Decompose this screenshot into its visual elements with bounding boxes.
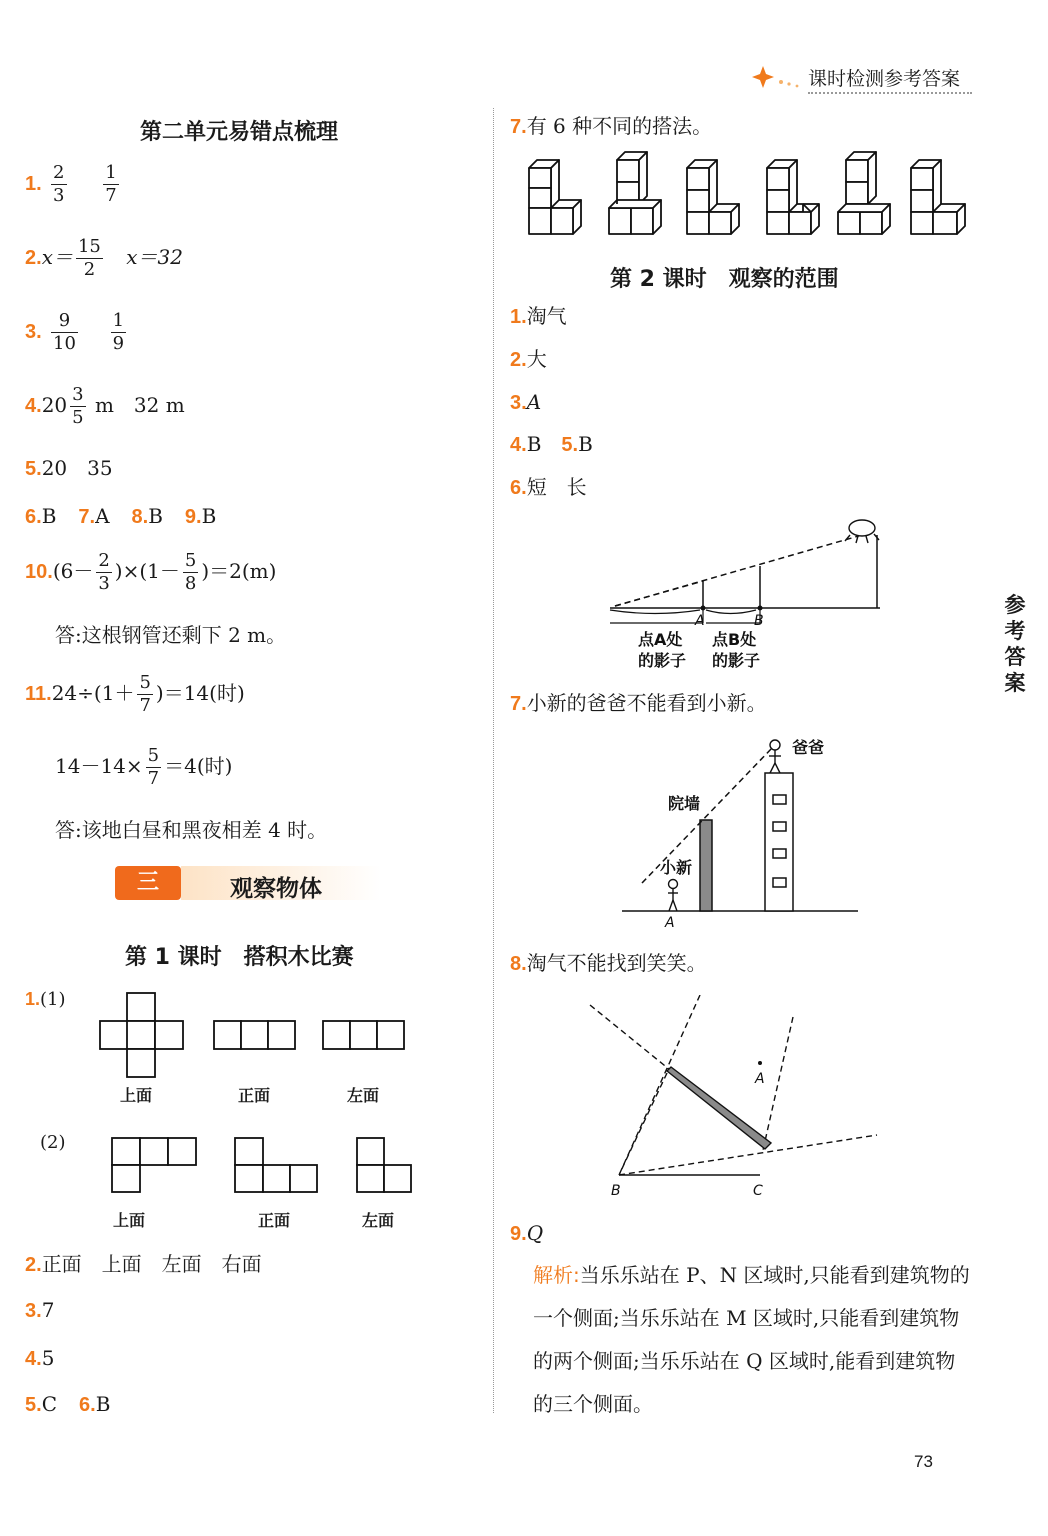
lesson1-title: 第 1 课时 搭积木比赛 [125,945,354,970]
l1-q2: 2.正面 上面 左面 右面 [25,1252,262,1276]
unit-badge: 三 [115,866,181,900]
l1-q3: 3.7 [25,1298,55,1322]
left-q4: 4.20 $\frac{3}{5}$ m 32 m [25,384,185,428]
right-q3: 3.A [510,390,542,414]
left-q1: 1. $\frac{2}{3}$ $\frac{1}{7}$ [25,162,117,206]
dad-label: 爸爸 [792,738,825,757]
left-q10-answer: 答:这根钢管还剩下 2 m。 [55,623,287,647]
shadow-A-label: 点A处 [638,630,683,649]
block-arrangements-figure [525,150,975,245]
point-A-label: A [665,915,675,930]
right-q7b: 7.小新的爸爸不能看到小新。 [510,691,767,715]
right-q7: 7.有 6 种不同的搭法。 [510,114,713,138]
person-icon [668,880,678,912]
view-label: 左面 [347,1086,380,1105]
right-q9: 9.Q [510,1221,544,1245]
fraction: $\frac{1}{7}$ [105,162,117,206]
point-B-label: B [611,1183,621,1199]
right-q6: 6.短 长 [510,475,587,499]
l1-views-figure [90,990,430,1230]
left-q2: 2.x＝ $\frac{15}{2}$ x＝32 [25,236,183,280]
right-q2: 2.大 [510,347,547,371]
shadow-figure [600,515,900,680]
point-A-label: A [755,1071,765,1087]
fraction: $\frac{5}{8}$ [184,550,197,594]
kid-label: 小新 [660,858,693,877]
fraction: $\frac{3}{5}$ [72,384,84,428]
wall-figure [620,735,865,930]
left-q10: 10.(6－ $\frac{2}{3}$ )×(1－ $\frac{5}{8}$ )＝2(m) [25,550,277,594]
analysis-text: 解析:当乐乐站在 P、N 区域时,只能看到建筑物的一个侧面;当乐乐站在 M 区域时,只能看到建筑物的两个侧面;当乐乐站在 Q 区域时,能看到建筑物的三个侧面。 [533,1263,970,1416]
unit-title: 观察物体 [230,876,322,902]
shadow-A-label2: 的影子 [638,651,687,670]
point-B-label: B [754,613,764,629]
wall-label: 院墙 [668,794,701,813]
shadow-B-label: 点B处 [712,630,757,649]
left-q3: 3. $\frac{9}{10}$ $\frac{1}{9}$ [25,310,125,354]
l1-q1-part2: (2) [40,1132,66,1153]
view-label: 上面 [120,1086,153,1105]
column-divider [493,108,494,1413]
fraction: $\frac{15}{2}$ [77,236,101,280]
fraction: $\frac{2}{3}$ [53,162,65,206]
section-title: 第二单元易错点梳理 [140,120,339,145]
fraction: $\frac{1}{9}$ [112,310,125,354]
fraction: $\frac{2}{3}$ [98,550,110,594]
lesson2-title: 第 2 课时 观察的范围 [610,267,839,292]
find-figure [585,995,885,1205]
view-label: 正面 [258,1211,291,1230]
point-A-label: A [695,613,705,629]
shadow-B-label2: 的影子 [712,651,761,670]
right-q8: 8.淘气不能找到笑笑。 [510,951,707,975]
sparkle-icon [745,62,805,92]
person-icon [769,740,781,773]
left-q5: 5.20 35 [25,456,113,480]
left-q6-9: 6.B 7.A 8.B 9.B [25,504,217,528]
left-q11-answer: 答:该地白昼和黑夜相差 4 时。 [55,818,328,842]
view-label: 正面 [238,1086,271,1105]
right-q4-5: 4.B 5.B [510,432,593,456]
l1-q4: 4.5 [25,1346,55,1370]
right-q1: 1.淘气 [510,304,567,328]
left-q11: 11.24÷(1＋ $\frac{5}{7}$ )＝14(时) [25,672,245,716]
header-title: 课时检测参考答案 [808,68,961,90]
page-number: 73 [914,1452,933,1471]
fraction: $\frac{5}{7}$ [139,672,151,716]
view-label: 左面 [362,1211,395,1230]
header-decoration [745,62,805,92]
left-q11-line2: 14－14× $\frac{5}{7}$ ＝4(时) [55,745,233,789]
l1-q5-6: 5.C 6.B [25,1392,111,1416]
fraction: $\frac{9}{10}$ [53,310,76,354]
header-underline [808,92,972,94]
fraction: $\frac{5}{7}$ [147,745,160,789]
view-label: 上面 [113,1211,146,1230]
side-tab: 参 考 答 案 [1004,593,1026,695]
point-C-label: C [753,1183,763,1199]
l1-q1: 1.(1) [25,989,66,1010]
